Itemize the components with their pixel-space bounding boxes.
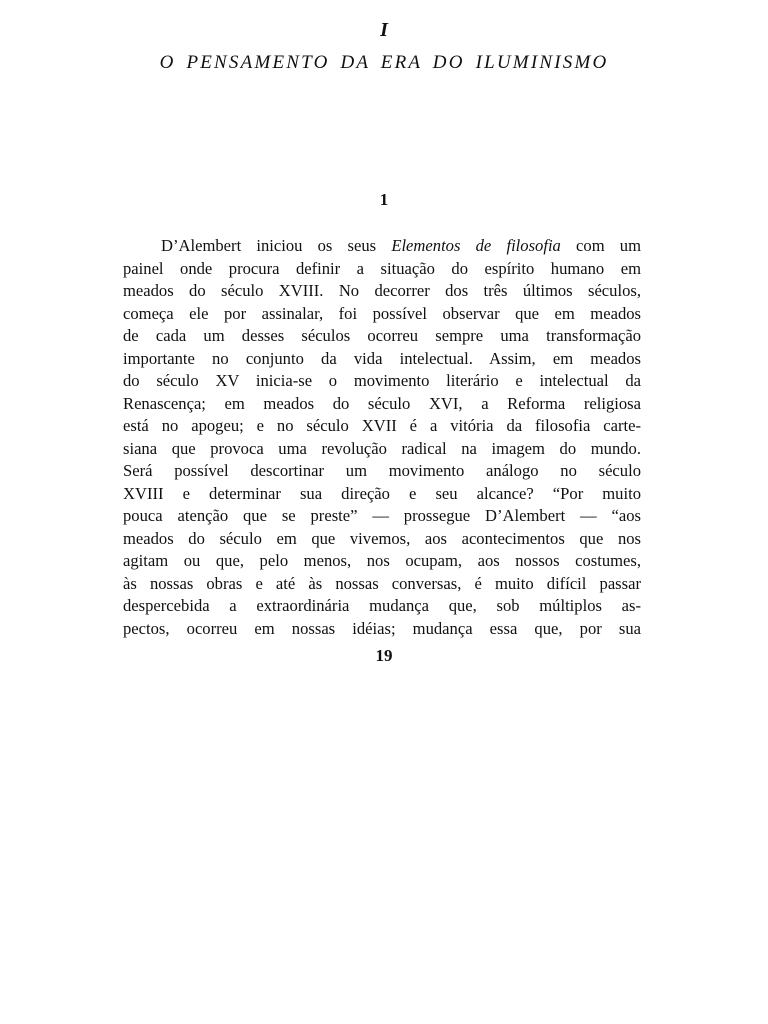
text-line: meados do século XVIII. No decorrer dos três últimos séculos, bbox=[123, 281, 641, 300]
text-line: pouca atenção que se preste” — prossegue D’Alembert — “aos bbox=[123, 506, 641, 525]
text-line: de cada um desses séculos ocorreu sempre uma transformação bbox=[123, 326, 641, 345]
text-line: pectos, ocorreu em nossas idéias; mudança essa que, por sua bbox=[123, 618, 641, 638]
text-line: agitam ou que, pelo menos, nos ocupam, aos nossos costumes, bbox=[123, 551, 641, 570]
text-line: às nossas obras e até às nossas conversas, é muito difícil passar bbox=[123, 573, 641, 593]
text-line: importante no conjunto da vida intelectual. Assim, em meados bbox=[123, 348, 641, 368]
text-line: meados do século em que vivemos, aos acontecimentos que nos bbox=[123, 528, 641, 548]
text-line: está no apogeu; e no século XVII é a vitória da filosofia carte- bbox=[123, 416, 641, 435]
text-line: XVIII e determinar sua direção e seu alcance? “Por muito bbox=[123, 483, 641, 503]
text-line: siana que provoca uma revolução radical na imagem do mundo. bbox=[123, 438, 641, 458]
book-title-italic: Elementos de filosofia bbox=[391, 236, 561, 255]
text-line: começa ele por assinalar, foi possível observar que em meados bbox=[123, 303, 641, 323]
text-line: Será possível descortinar um movimento análogo no século bbox=[123, 461, 641, 480]
body-paragraph bbox=[123, 235, 641, 640]
chapter-number: I bbox=[380, 19, 388, 41]
text-line: D’Alembert iniciou os seus Elementos de filosofia com um bbox=[161, 236, 641, 255]
text-line: Renascença; em meados do século XVI, a Reforma religiosa bbox=[123, 393, 641, 413]
page-number: 19 bbox=[375, 646, 393, 665]
text-line: painel onde procura definir a situação do espírito humano em bbox=[123, 258, 641, 278]
text-line: despercebida a extraordinária mudança que, sob múltiplos as- bbox=[123, 596, 641, 615]
text-line: do século XV inicia-se o movimento literário e intelectual da bbox=[123, 371, 641, 390]
chapter-title: O PENSAMENTO DA ERA DO ILUMINISMO bbox=[159, 52, 609, 73]
section-number: 1 bbox=[379, 190, 389, 209]
